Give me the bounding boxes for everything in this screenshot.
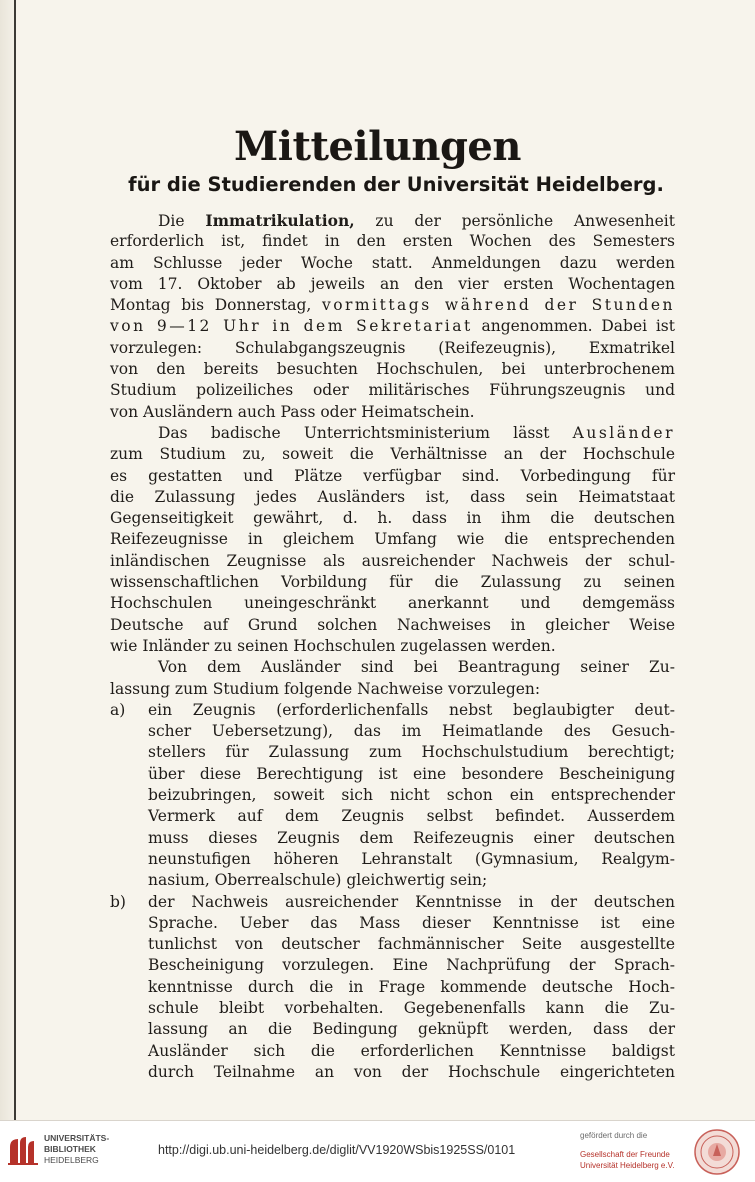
library-name[interactable] <box>44 1133 109 1166</box>
text-line: lassung zum Studium folgende Nachweise vorzulegen: <box>110 679 541 698</box>
text-line: tunlichst von deutscher fachmännischer Seite ausgestellte <box>148 935 675 954</box>
text-line: Die Immatrikulation, zu der persönliche Anwesenheit <box>158 211 675 230</box>
text-line: wie Inländer zu seinen Hochschulen zugelassen werden. <box>110 636 556 655</box>
text-line: inländischen Zeugnisse als ausreichender Nachweis der schul- <box>110 551 675 570</box>
library-name-line1: UNIVERSITÄTS- <box>44 1133 110 1143</box>
text-line: von den bereits besuchten Hochschulen, bei unterbrochenem <box>110 360 675 379</box>
text-line: a) ein Zeugnis (erforderlichenfalls nebst beglaubigter deut- <box>110 700 675 719</box>
text-line: Von dem Ausländer sind bei Beantragung seiner Zu- <box>158 658 675 677</box>
text-line: scher Uebersetzung), das im Heimatlande des Gesuch- <box>148 722 675 741</box>
page-title: Mitteilungen <box>234 123 521 170</box>
text-line: Montag bis Donnerstag, vormittags während der Stunden <box>110 296 675 315</box>
ub-heidelberg-logo-icon[interactable] <box>6 1133 40 1167</box>
text-line: Bescheinigung vorzulegen. Eine Nachprüfung der Sprach- <box>148 956 675 975</box>
text-line: Gegenseitigkeit gewährt, d. h. dass in ihm die deutschen <box>110 509 675 528</box>
text-line: neunstufigen höheren Lehranstalt (Gymnasium, Realgym- <box>148 849 675 868</box>
page-subtitle: für die Studierenden der Universität Heidelberg. <box>128 173 664 196</box>
text-line: die Zulassung jedes Ausländers ist, dass sein Heimatstaat <box>110 487 675 506</box>
text-line: stellers für Zulassung zum Hochschulstudium berechtigt; <box>148 743 675 762</box>
text-line: Studium polizeiliches oder militärisches Führungszeugnis und <box>110 381 675 400</box>
sponsor-label: gefördert durch die <box>580 1131 648 1140</box>
viewer-footer <box>0 1120 755 1182</box>
library-name-line2: BIBLIOTHEK <box>44 1144 96 1154</box>
text-line: muss dieses Zeugnis dem Reifezeugnis einer deutschen <box>148 828 675 847</box>
text-line: es gestatten und Plätze verfügbar sind. Vorbedingung für <box>110 466 675 485</box>
library-name-line3: HEIDELBERG <box>44 1155 99 1165</box>
text-line: b) der Nachweis ausreichender Kenntnisse in der deutschen <box>110 892 675 911</box>
text-line: von 9—12 Uhr in dem Sekretariat angenommen. Dabei ist <box>110 317 675 336</box>
text-line: Vermerk auf dem Zeugnis selbst befindet. Ausserdem <box>148 807 675 826</box>
text-line: nasium, Oberrealschule) gleichwertig sein; <box>148 871 488 890</box>
text-line: Hochschulen uneingeschränkt anerkannt und demgemäss <box>110 594 675 613</box>
text-line: am Schlusse jeder Woche statt. Anmeldungen dazu werden <box>110 253 675 272</box>
text-line: kenntnisse durch die in Frage kommende deutsche Hoch- <box>148 977 675 996</box>
text-line: schule bleibt vorbehalten. Gegebenenfalls kann die Zu- <box>148 998 675 1017</box>
text-line: erforderlich ist, findet in den ersten Wochen des Semesters <box>110 232 675 251</box>
sponsor-block[interactable] <box>580 1130 674 1171</box>
sponsor-name-line1: Gesellschaft der Freunde <box>580 1150 670 1159</box>
text-line: Deutsche auf Grund solchen Nachweises in gleicher Weise <box>110 615 675 634</box>
text-line: lassung an die Bedingung geknüpft werden, dass der <box>148 1020 675 1039</box>
text-line: Sprache. Ueber das Mass dieser Kenntnisse ist eine <box>148 913 675 932</box>
text-line: Ausländer sich die erforderlichen Kenntnisse baldigst <box>148 1041 675 1060</box>
text-line: vom 17. Oktober ab jeweils an den vier ersten Wochentagen <box>110 274 675 293</box>
text-line: wissenschaftlichen Vorbildung für die Zulassung zu seinen <box>110 573 675 592</box>
text-line: zum Studium zu, soweit die Verhältnisse an der Hochschule <box>110 445 675 464</box>
university-seal-icon <box>694 1129 740 1175</box>
text-line: über diese Berechtigung ist eine besondere Bescheinigung <box>148 764 675 783</box>
body-text <box>110 210 675 1083</box>
text-line: Reifezeugnisse in gleichem Umfang wie die entsprechenden <box>110 530 675 549</box>
text-line: beizubringen, soweit sich nicht schon ein entsprechender <box>148 786 675 805</box>
text-line: durch Teilnahme an von der Hochschule eingerichteten <box>148 1062 675 1081</box>
text-line: vorzulegen: Schulabgangszeugnis (Reifezeugnis), Exmatrikel <box>110 338 675 357</box>
sponsor-name-line2: Universität Heidelberg e.V. <box>580 1161 675 1170</box>
text-line: von Ausländern auch Pass oder Heimatschein. <box>110 402 475 421</box>
text-line: Das badische Unterrichtsministerium lässt Ausländer <box>158 423 675 442</box>
permalink-url[interactable]: http://digi.ub.uni-heidelberg.de/diglit/VV1920WSbis1925SS/0101 <box>158 1143 516 1157</box>
